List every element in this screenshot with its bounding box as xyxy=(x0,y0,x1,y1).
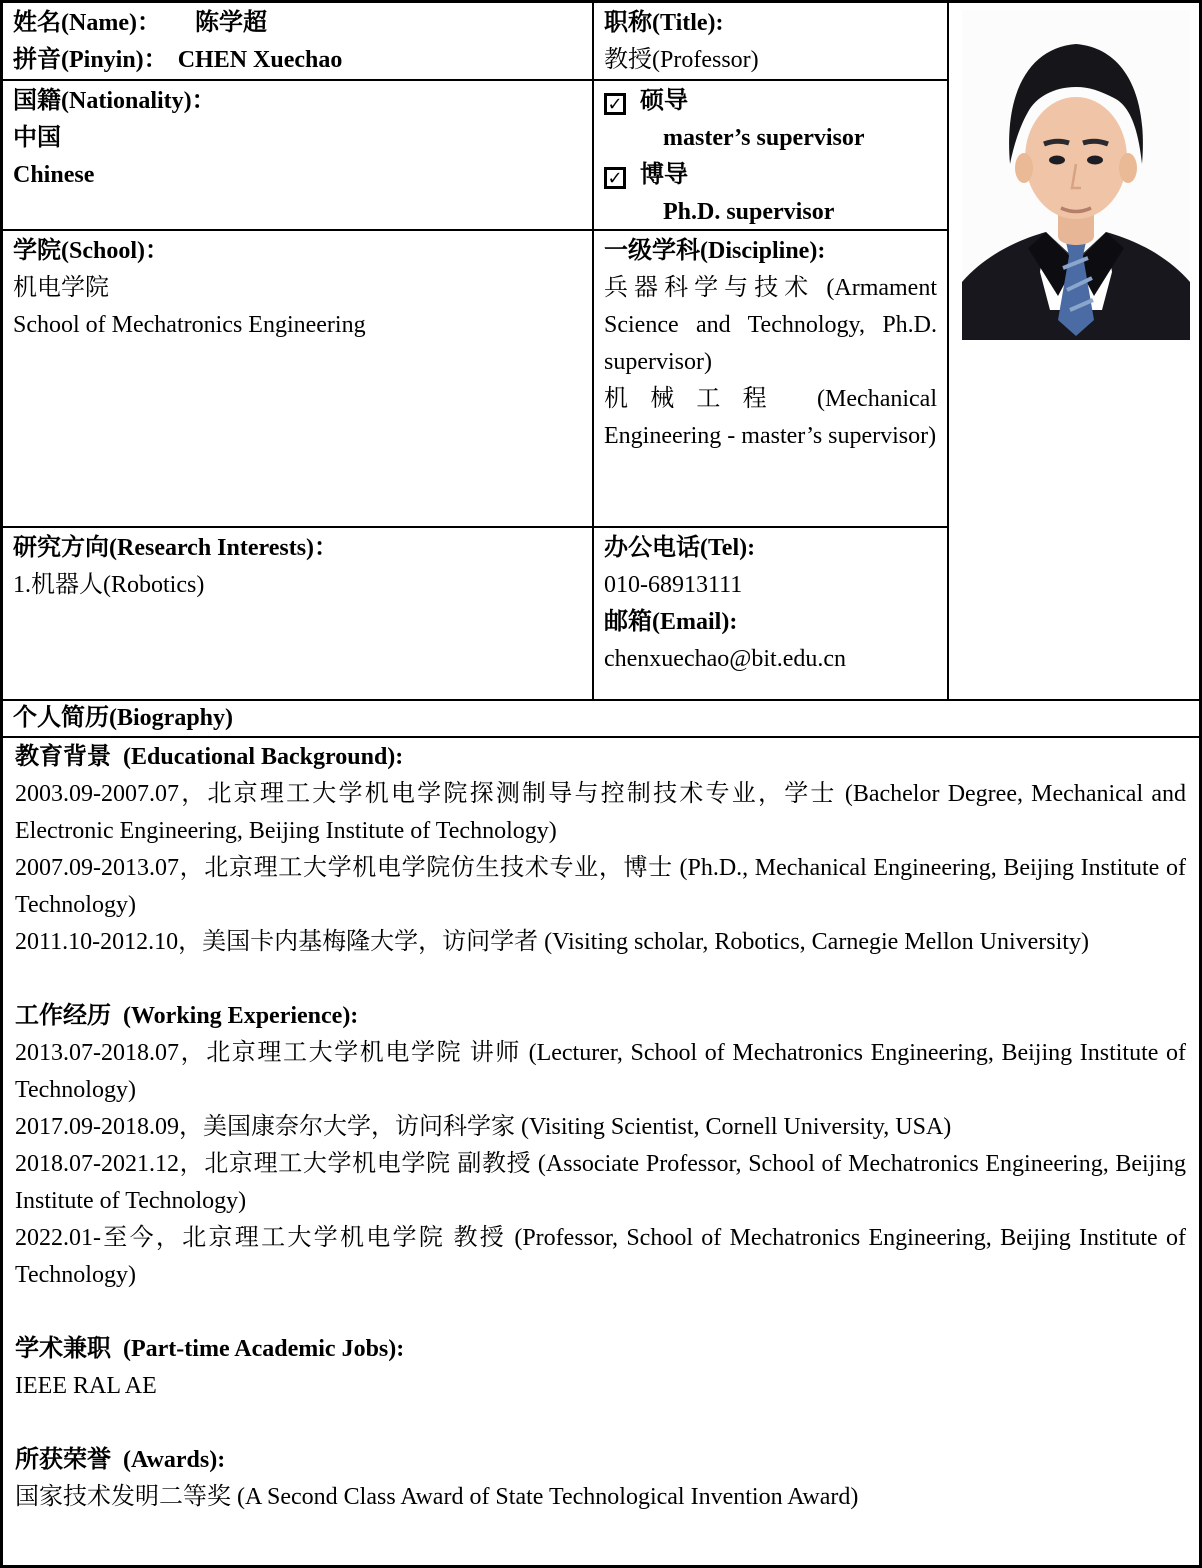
name-row xyxy=(13,5,582,42)
bio-item: 2013.07-2018.07，北京理工大学机电学院 讲师 (Lecturer, School of Mechatronics Engineering, Beijing Institute of Technology) xyxy=(15,1040,1186,1103)
pinyin-value: CHEN Xuechao xyxy=(177,47,343,73)
discipline-item: 兵器科学与技术 (Armament Science and Technology, Ph.D. supervisor) xyxy=(604,275,937,375)
phd-supervisor-checkbox[interactable] xyxy=(604,167,626,189)
contact-cell xyxy=(594,528,949,701)
discipline-cell xyxy=(594,231,949,528)
master-supervisor-checkbox[interactable] xyxy=(604,93,626,115)
tel-value: 010-68913111 xyxy=(604,572,743,598)
master-supervisor-zh: 硕导 xyxy=(640,88,688,114)
nationality-zh: 中国 xyxy=(13,125,61,151)
phd-supervisor-row xyxy=(604,157,937,194)
phd-supervisor-en: Ph.D. supervisor xyxy=(663,199,835,225)
bio-section-heading-education: 教育背景 (Educational Background): xyxy=(15,744,404,770)
email-label: 邮箱(Email): xyxy=(604,609,738,635)
discipline-item: 机械工程 (Mechanical Engineering - master’s supervisor) xyxy=(604,386,937,449)
tel-label: 办公电话(Tel): xyxy=(604,535,756,561)
supervisor-cell xyxy=(594,81,949,231)
school-cell xyxy=(3,231,594,528)
bio-item: 2007.09-2013.07，北京理工大学机电学院仿生技术专业，博士 (Ph.D., Mechanical Engineering, Beijing Institute of Technology) xyxy=(15,855,1186,918)
research-value: 1.机器人(Robotics) xyxy=(13,572,205,598)
discipline-label: 一级学科(Discipline): xyxy=(604,238,826,264)
pinyin-row xyxy=(13,42,582,79)
check-icon: ✓ xyxy=(607,94,623,115)
bio-section-heading-working: 工作经历 (Working Experience): xyxy=(15,1003,359,1029)
bio-item: 2017.09-2018.09，美国康奈尔大学，访问科学家 (Visiting Scientist, Cornell University, USA) xyxy=(15,1114,952,1140)
bio-item: IEEE RAL AE xyxy=(15,1373,157,1399)
blank-line xyxy=(15,1405,1186,1442)
biography-content xyxy=(3,738,1199,1565)
school-label: 学院(School)： xyxy=(13,238,169,264)
title-cell xyxy=(594,3,949,81)
name-cell xyxy=(3,3,594,81)
research-cell xyxy=(3,528,594,701)
title-label: 职称(Title): xyxy=(604,10,724,36)
bio-item: 2003.09-2007.07，北京理工大学机电学院探测制导与控制技术专业，学士 (Bachelor Degree, Mechanical and Electronic Engineering, Beijing Institute of Technology) xyxy=(15,781,1186,844)
biography-header: 个人简历(Biography) xyxy=(3,701,1199,738)
blank-line xyxy=(15,961,1186,998)
blank-line xyxy=(15,1294,1186,1331)
bio-item: 2011.10-2012.10，美国卡内基梅隆大学，访问学者 (Visiting scholar, Robotics, Carnegie Mellon University) xyxy=(15,929,1089,955)
phd-supervisor-zh: 博导 xyxy=(640,162,688,188)
school-zh: 机电学院 xyxy=(13,275,109,301)
email-value[interactable]: chenxuechao@bit.edu.cn xyxy=(604,646,847,672)
nationality-label: 国籍(Nationality)： xyxy=(13,88,216,114)
title-value: 教授(Professor) xyxy=(604,47,759,73)
photo-cell xyxy=(949,3,1199,701)
bio-item: 2022.01-至今，北京理工大学机电学院 教授 (Professor, School of Mechatronics Engineering, Beijing Institute of Technology) xyxy=(15,1225,1186,1288)
nationality-en: Chinese xyxy=(13,162,95,188)
bio-section-heading-parttime: 学术兼职 (Part-time Academic Jobs): xyxy=(15,1336,405,1362)
master-supervisor-en: master’s supervisor xyxy=(663,125,865,151)
school-en: School of Mechatronics Engineering xyxy=(13,312,366,338)
name-label: 姓名(Name)： xyxy=(13,10,161,36)
bio-section-heading-awards: 所获荣誉 (Awards): xyxy=(15,1447,226,1473)
pinyin-label: 拼音(Pinyin)： xyxy=(13,47,168,73)
profile-photo xyxy=(962,10,1190,340)
master-supervisor-row xyxy=(604,83,937,120)
check-icon: ✓ xyxy=(607,168,623,189)
name-value: 陈学超 xyxy=(194,10,267,36)
research-label: 研究方向(Research Interests)： xyxy=(13,535,339,561)
bio-item: 2018.07-2021.12，北京理工大学机电学院 副教授 (Associate Professor, School of Mechatronics Engineering, Beijing Institute of Technology) xyxy=(15,1151,1186,1214)
nationality-cell xyxy=(3,81,594,231)
bio-item: 国家技术发明二等奖 (A Second Class Award of State Technological Invention Award) xyxy=(15,1484,859,1510)
